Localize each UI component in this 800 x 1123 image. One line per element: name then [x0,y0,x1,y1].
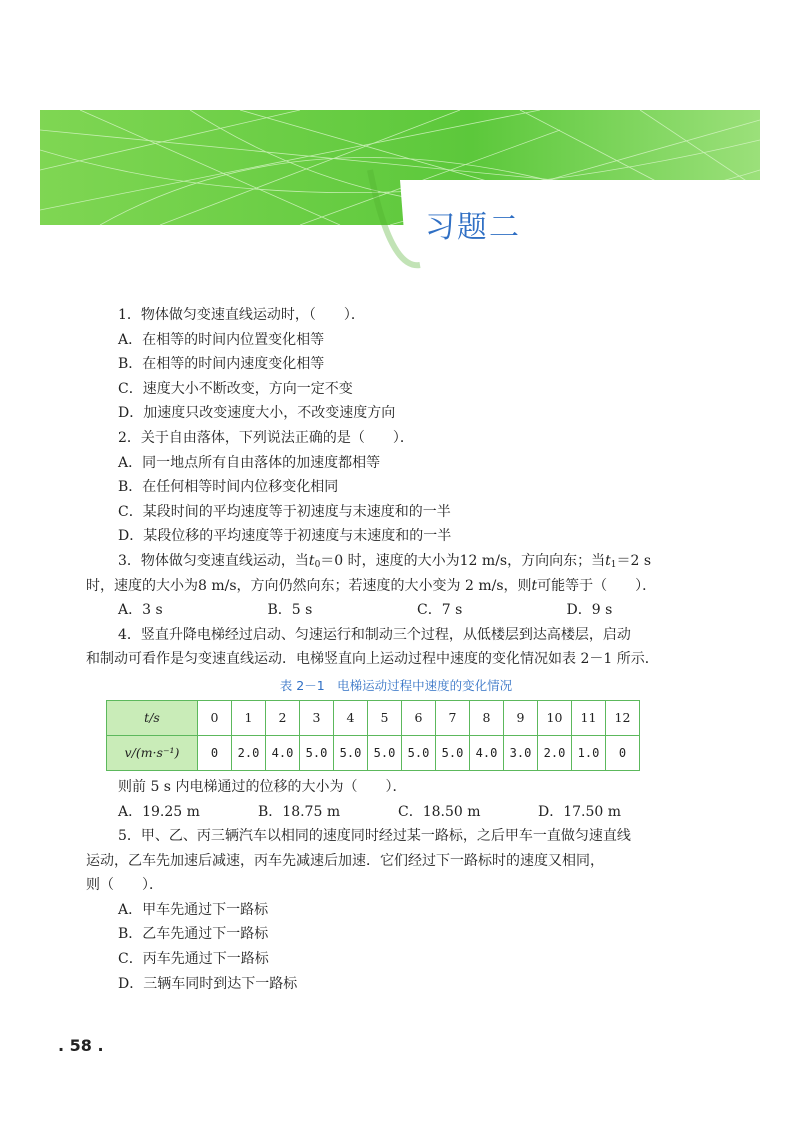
q4-question: 则前 5 s 内电梯通过的位移的大小为（ ）． [118,778,407,795]
q4-stem-line1: 4．竖直升降电梯经过启动、匀速运行和制动三个过程，从低楼层到达高楼层，启动 [118,626,631,643]
table-cell-velocity: 2.0 [538,735,572,770]
exercise-content [86,303,716,996]
table-cell-time: 1 [232,700,266,735]
q3-sub-0: 0 [314,559,321,570]
q1-option-a: A．在相等的时间内位置变化相等 [118,331,325,348]
q3-options [86,598,716,623]
q3-option-c: C．7 s [417,602,463,619]
q4-options [86,800,716,825]
table-header-velocity: v/(m·s⁻¹) [107,735,198,770]
table-row-time [107,700,640,735]
q4-option-a: A．19.25 m [118,803,200,820]
q2-stem: 2．关于自由落体，下列说法正确的是（ ）． [118,429,414,446]
table-cell-velocity: 2.0 [232,735,266,770]
q1-option-c: C．速度大小不断改变，方向一定不变 [118,380,353,397]
table-cell-time: 5 [368,700,402,735]
q5-option-a: A．甲车先通过下一路标 [118,901,269,918]
q3-stem-line2b: 可能等于（ ）． [537,577,657,594]
table-cell-time: 0 [198,700,232,735]
speed-table [106,700,640,771]
q1-stem: 1．物体做匀变速直线运动时，（ ）． [118,307,365,323]
table-cell-time: 10 [538,700,572,735]
table-cell-time: 11 [572,700,606,735]
q3-var-t0: t [308,552,315,569]
table-cell-velocity: 5.0 [436,735,470,770]
table-cell-velocity: 4.0 [266,735,300,770]
q5-option-c: C．丙车先通过下一路标 [118,951,269,968]
q5-option-b: B．乙车先通过下一路标 [118,926,269,943]
table-cell-velocity: 0 [606,735,640,770]
q3-option-b: B．5 s [267,602,313,619]
table-header-time: t/s [107,700,198,735]
table-cell-velocity: 5.0 [368,735,402,770]
table-cell-velocity: 4.0 [470,735,504,770]
q2-option-a: A．同一地点所有自由落体的加速度都相等 [118,454,381,471]
q3-option-a: A．3 s [118,602,163,619]
q2-option-d: D．某段位移的平均速度等于初速度与末速度和的一半 [118,528,452,545]
q3-stem-line1 [86,549,716,574]
q1-option-d: D．加速度只改变速度大小，不改变速度方向 [118,405,396,422]
q5-stem-line3: 则（ ）． [86,877,163,894]
q2-option-b: B．在任何相等时间内位移变化相同 [118,479,339,496]
q3-stem-line2 [86,574,716,599]
q1-option-b: B．在相等的时间内速度变化相等 [118,356,325,373]
table-cell-time: 4 [334,700,368,735]
q3-var-t: t [531,577,538,594]
q3-option-d: D．9 s [566,602,613,619]
table-cell-time: 6 [402,700,436,735]
q2-option-c: C．某段时间的平均速度等于初速度与末速度和的一半 [118,503,451,520]
table-cell-velocity: 0 [198,735,232,770]
page-title: 习题二 [425,210,521,245]
q3-stem-part-c: ＝2 s [616,552,652,569]
table-cell-time: 8 [470,700,504,735]
table-cell-velocity: 5.0 [334,735,368,770]
table-cell-velocity: 5.0 [300,735,334,770]
table-cell-velocity: 3.0 [504,735,538,770]
q4-option-d: D．17.50 m [538,803,622,820]
table-cell-velocity: 5.0 [402,735,436,770]
q3-sub-1: 1 [610,559,617,570]
table-caption: 表 2－1 电梯运动过程中速度的变化情况 [279,677,513,693]
q5-stem-line1: 5．甲、乙、丙三辆汽车以相同的速度同时经过某一路标，之后甲车一直做匀速直线 [118,828,631,845]
q4-stem-line2: 和制动可看作是匀变速直线运动．电梯竖直向上运动过程中速度的变化情况如表 2－1 所示． [86,651,659,668]
q3-stem-line2a: 时，速度的大小为8 m/s，方向仍然向东；若速度的大小变为 2 m/s，则 [86,577,532,594]
q5-option-d: D．三辆车同时到达下一路标 [118,975,298,992]
q4-option-c: C．18.50 m [398,803,481,820]
table-cell-time: 9 [504,700,538,735]
q3-stem-part-b: ＝0 时，速度的大小为12 m/s，方向向东；当 [320,552,606,569]
q5-stem-line2: 运动，乙车先加速后减速，丙车先减速后加速．它们经过下一路标时的速度又相同， [86,852,604,869]
table-row-velocity [107,735,640,770]
table-cell-time: 2 [266,700,300,735]
q3-var-t1: t [605,552,611,569]
table-cell-velocity: 1.0 [572,735,606,770]
table-cell-time: 12 [606,700,640,735]
q3-stem-part-a: 3．物体做匀变速直线运动，当 [118,552,309,569]
table-cell-time: 7 [436,700,470,735]
page-number: . 58 . [58,1036,104,1055]
table-cell-time: 3 [300,700,334,735]
q4-option-b: B．18.75 m [258,803,341,820]
